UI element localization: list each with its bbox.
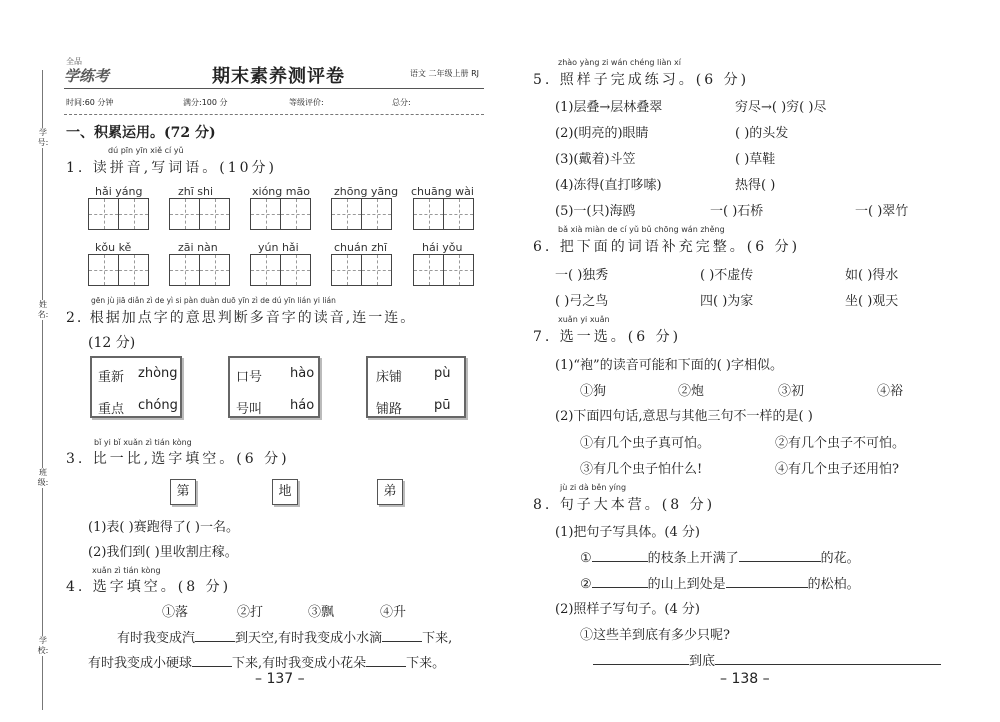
- writing-grid[interactable]: [169, 254, 230, 286]
- class-label: 班级:: [37, 468, 49, 487]
- q8-text: ②: [580, 577, 592, 592]
- q6-title: 6. 把下面的词语补充完整。(6 分): [533, 239, 801, 255]
- q5-line-5b: 一( )石桥: [710, 204, 764, 219]
- logo-top-text: 全品: [66, 57, 82, 66]
- q1-pinyin-10: hái yǒu: [422, 241, 463, 254]
- writing-grid[interactable]: [88, 198, 149, 230]
- logo-main-text: 学练考: [64, 67, 110, 85]
- q4-text: 下来。: [406, 656, 446, 671]
- section-heading: 一、积累运用。(72 分): [66, 125, 216, 141]
- card-word: 号叫: [236, 402, 263, 417]
- q8-text: ①: [580, 551, 592, 566]
- writing-grid[interactable]: [250, 254, 311, 286]
- school-label: 学校:: [37, 636, 49, 655]
- q8-text: 的枝条上开满了: [647, 551, 739, 566]
- writing-grid[interactable]: [331, 198, 392, 230]
- card-word: 重点: [98, 402, 125, 417]
- q4-text: 下来,有时我变成小花朵: [232, 656, 367, 671]
- answer-blank[interactable]: [726, 587, 808, 588]
- q5-line-2b: ( )的头发: [735, 126, 789, 141]
- card-word: 铺路: [376, 402, 403, 417]
- q4-text: 到天空,有时我变成小水滴: [235, 631, 383, 646]
- q1-pinyin-8: yún hǎi: [258, 241, 299, 254]
- info-rule: [64, 114, 484, 115]
- q4-text: 下来,: [422, 631, 453, 646]
- answer-blank[interactable]: [593, 664, 689, 665]
- q1-pinyin-4: zhōng yāng: [334, 185, 399, 198]
- q4-text: 有时我变成小硬球: [88, 656, 193, 671]
- time-info: 时间:60 分钟: [66, 98, 114, 107]
- answer-blank[interactable]: [195, 641, 235, 642]
- q2-title: 2. 根据加点字的意思判断多音字的读音,连一连。: [66, 310, 417, 326]
- q8-pinyin: jù zi dà běn yíng: [560, 483, 627, 492]
- page-number-right: – 138 –: [720, 671, 770, 687]
- q8-sub-2: (2)照样子写句子。(4 分): [555, 602, 700, 617]
- q3-sentence-2: (2)我们到( )里收割庄稼。: [88, 545, 238, 560]
- answer-blank[interactable]: [382, 641, 422, 642]
- q1-pinyin-1: hǎi yáng: [95, 185, 143, 198]
- q7-option-4[interactable]: ④裕: [877, 384, 904, 399]
- q7-sentence-1: (1)“袍”的读音可能和下面的( )字相似。: [555, 358, 783, 373]
- q5-pinyin: zhào yàng zi wán chéng liàn xí: [558, 58, 681, 67]
- q8-example: ①这些羊到底有多少只呢?: [580, 628, 730, 643]
- full-score-info: 满分:100 分: [183, 98, 228, 107]
- q3-sentence-1: (1)表( )赛跑得了( )一名。: [88, 520, 239, 535]
- name-label: 姓名:: [37, 300, 49, 319]
- q7-option-8[interactable]: ④有几个虫子还用怕?: [775, 462, 899, 477]
- logo: [64, 57, 116, 85]
- q4-option-3: ③飘: [308, 605, 335, 620]
- answer-blank[interactable]: [366, 666, 406, 667]
- q7-option-5[interactable]: ①有几个虫子真可怕。: [580, 436, 711, 451]
- q8-sub-1: (1)把句子写具体。(4 分): [555, 525, 700, 540]
- q1-title: 1. 读拼音,写词语。(10分): [66, 160, 277, 176]
- q1-pinyin-9: chuán zhī: [334, 241, 388, 254]
- q7-option-1[interactable]: ①狗: [580, 384, 607, 399]
- q8-text: 的花。: [820, 551, 860, 566]
- q5-line-1a: (1)层叠→层林叠翠: [555, 100, 663, 115]
- card-word: 床铺: [376, 370, 403, 385]
- q5-line-5c: 一( )翠竹: [855, 204, 909, 219]
- writing-grid[interactable]: [169, 198, 230, 230]
- q5-line-2a: (2)(明亮的)眼睛: [555, 126, 649, 141]
- answer-blank[interactable]: [739, 561, 821, 562]
- page-title: 期末素养测评卷: [212, 66, 345, 87]
- q2-score: (12 分): [88, 335, 136, 351]
- q4-option-4: ④升: [380, 605, 407, 620]
- q6-item-4: ( )弓之鸟: [555, 294, 609, 309]
- q4-pinyin: xuǎn zì tián kòng: [92, 566, 161, 575]
- writing-grid[interactable]: [250, 198, 311, 230]
- q5-line-3a: (3)(戴着)斗笠: [555, 152, 636, 167]
- card-word: 口号: [236, 370, 263, 385]
- q3-pinyin: bǐ yi bǐ xuǎn zì tián kòng: [94, 438, 192, 447]
- grade-info: 等级评价:: [289, 98, 324, 107]
- q8-fill-line: [593, 650, 941, 669]
- answer-blank[interactable]: [192, 666, 232, 667]
- char-box-di3: 弟: [377, 479, 403, 505]
- answer-blank[interactable]: [592, 587, 648, 588]
- q6-pinyin: bǎ xià miàn de cí yǔ bǔ chōng wán zhěng: [558, 225, 725, 234]
- card-pinyin: chóng: [138, 398, 178, 413]
- q4-line-1: [117, 627, 452, 646]
- answer-blank[interactable]: [715, 664, 941, 665]
- q5-title: 5. 照样子完成练习。(6 分): [533, 72, 750, 88]
- q1-pinyin-3: xióng māo: [252, 185, 310, 198]
- q1-pinyin-7: zāi nàn: [178, 241, 218, 254]
- q4-option-2: ②打: [237, 605, 264, 620]
- book-meta: 语文 二年级上册 RJ: [410, 69, 480, 78]
- q4-line-2: [88, 652, 445, 671]
- q8-text: 到底: [689, 654, 716, 669]
- page-number-left: – 137 –: [255, 671, 305, 687]
- q8-item-2: [580, 573, 860, 592]
- q1-pinyin-5: chuāng wài: [411, 185, 474, 198]
- card-word: 重新: [98, 370, 125, 385]
- q7-title: 7. 选一选。(6 分): [533, 329, 682, 345]
- card-pinyin: hào: [290, 366, 315, 381]
- q4-option-1: ①落: [162, 605, 189, 620]
- q5-line-4b: 热得( ): [735, 178, 776, 193]
- q6-item-5: 四( )为家: [700, 294, 754, 309]
- q7-sentence-2: (2)下面四句话,意思与其他三句不一样的是( ): [555, 409, 813, 424]
- q1-pinyin-6: kǒu kě: [95, 241, 132, 254]
- q6-item-2: ( )不虚传: [700, 268, 754, 283]
- header-rule: [64, 88, 484, 89]
- polyphone-card: [228, 356, 320, 418]
- q7-pinyin: xuǎn yi xuǎn: [558, 315, 610, 324]
- polyphone-card: [366, 356, 466, 418]
- q5-line-1b: 穷尽→( )穷( )尽: [735, 100, 827, 115]
- writing-grid[interactable]: [88, 254, 149, 286]
- binding-line: [42, 70, 43, 710]
- card-pinyin: háo: [290, 398, 315, 413]
- q4-title: 4. 选字填空。(8 分): [66, 579, 232, 595]
- student-number-label: 学号:: [37, 128, 49, 147]
- card-pinyin: pù: [434, 366, 451, 381]
- q6-item-3: 如( )得水: [845, 268, 899, 283]
- char-box-di1: 第: [170, 479, 196, 505]
- q5-line-5a: (5)一(只)海鸥: [555, 204, 636, 219]
- char-box-di2: 地: [272, 479, 298, 505]
- q5-line-3b: ( )草鞋: [735, 152, 776, 167]
- q7-option-2[interactable]: ②炮: [678, 384, 705, 399]
- writing-grid[interactable]: [413, 198, 474, 230]
- answer-blank[interactable]: [592, 561, 648, 562]
- q7-option-3[interactable]: ③初: [778, 384, 805, 399]
- card-pinyin: pū: [434, 398, 451, 413]
- card-pinyin: zhòng: [138, 366, 178, 381]
- q8-text: 的山上到处是: [647, 577, 726, 592]
- q6-item-6: 坐( )观天: [845, 294, 899, 309]
- writing-grid[interactable]: [331, 254, 392, 286]
- q8-title: 8. 句子大本营。(8 分): [533, 497, 716, 513]
- q7-option-7[interactable]: ③有几个虫子怕什么!: [580, 462, 703, 477]
- q7-option-6[interactable]: ②有几个虫子不可怕。: [775, 436, 906, 451]
- q1-pinyin: dú pīn yīn xiě cí yǔ: [108, 146, 184, 155]
- q2-pinyin: gēn jù jiā diǎn zì de yì si pàn duàn duō yīn zì de dú yīn lián yi lián: [91, 296, 336, 305]
- q3-title: 3. 比一比,选字填空。(6 分): [66, 451, 290, 467]
- q4-text: 有时我变成汽: [117, 631, 196, 646]
- q1-pinyin-2: zhī shi: [178, 185, 214, 198]
- q8-text: 的松柏。: [807, 577, 860, 592]
- q6-item-1: 一( )独秀: [555, 268, 609, 283]
- polyphone-card: [90, 356, 182, 418]
- q8-item-1: [580, 547, 860, 566]
- total-info: 总分:: [392, 98, 411, 107]
- writing-grid[interactable]: [413, 254, 474, 286]
- q5-line-4a: (4)冻得(直打哆嗦): [555, 178, 662, 193]
